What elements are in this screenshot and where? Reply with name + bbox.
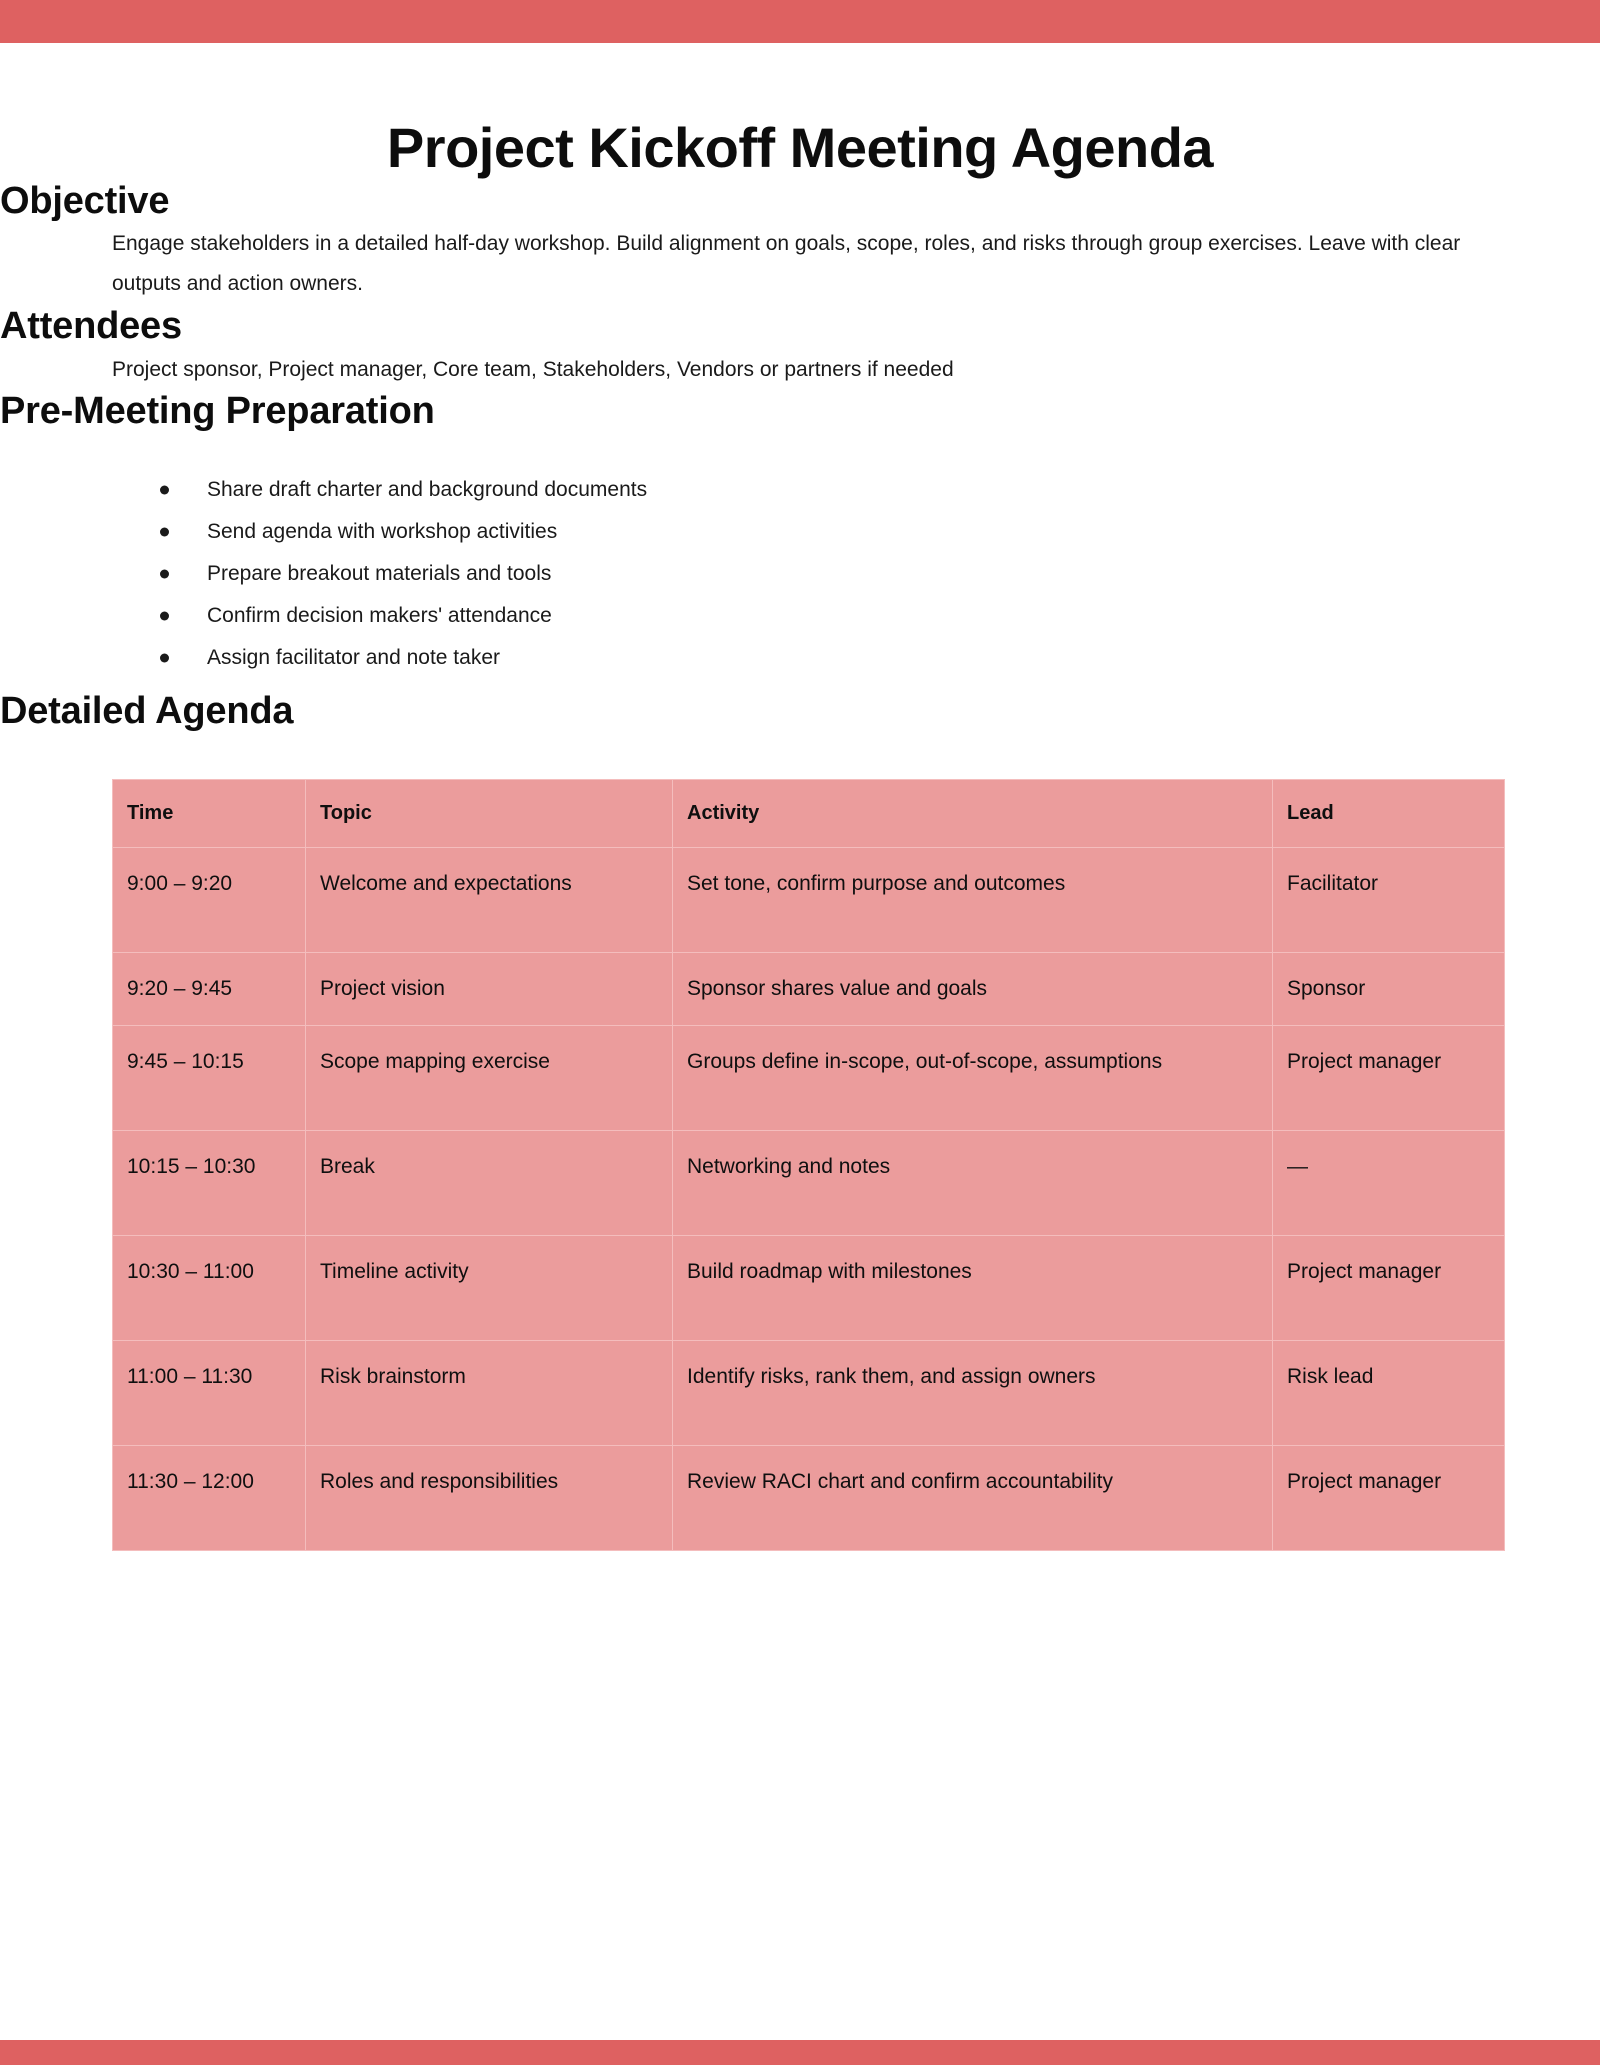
bullet-dot-icon: [160, 611, 169, 620]
list-item-label: Assign facilitator and note taker: [207, 646, 500, 670]
attendees-paragraph: Project sponsor, Project manager, Core team, Stakeholders, Vendors or partners if needed: [112, 357, 954, 381]
cell-lead: Sponsor: [1273, 952, 1505, 1025]
table-row: [113, 1130, 1505, 1235]
section-heading-pre-meeting-preparation: Pre-Meeting Preparation: [0, 390, 435, 433]
cell-activity: Set tone, confirm purpose and outcomes: [673, 847, 1273, 952]
cell-activity: Build roadmap with milestones: [673, 1235, 1273, 1340]
section-heading-detailed-agenda: Detailed Agenda: [0, 690, 294, 733]
list-item: [160, 563, 1600, 584]
table-row: [113, 1445, 1505, 1550]
list-item: [160, 605, 1600, 626]
cell-time: 11:00 – 11:30: [113, 1340, 306, 1445]
bullet-dot-icon: [160, 653, 169, 662]
cell-activity: Groups define in-scope, out-of-scope, assumptions: [673, 1025, 1273, 1130]
table-row: [113, 952, 1505, 1025]
list-item: [160, 479, 1600, 500]
agenda-table-body: [113, 847, 1505, 1550]
cell-time: 9:45 – 10:15: [113, 1025, 306, 1130]
cell-activity: Sponsor shares value and goals: [673, 952, 1273, 1025]
section-heading-attendees: Attendees: [0, 304, 182, 347]
cell-topic: Break: [306, 1130, 673, 1235]
preparation-checklist: [112, 479, 1600, 668]
cell-lead: Project manager: [1273, 1235, 1505, 1340]
page-title: Project Kickoff Meeting Agenda: [386, 116, 1214, 179]
bullet-dot-icon: [160, 485, 169, 494]
column-header-activity: Activity: [673, 779, 1273, 847]
bottom-accent-band: [0, 2040, 1600, 2065]
cell-time: 11:30 – 12:00: [113, 1445, 306, 1550]
document-page: [0, 43, 1600, 1551]
column-header-time: Time: [113, 779, 306, 847]
bullet-dot-icon: [160, 527, 169, 536]
cell-activity: Identify risks, rank them, and assign owners: [673, 1340, 1273, 1445]
objective-paragraph: Engage stakeholders in a detailed half-day workshop. Build alignment on goals, scope, roles, and risks through group exercises. Leave with clear outputs and action owners.: [112, 232, 1461, 296]
list-item-label: Send agenda with workshop activities: [207, 520, 558, 544]
cell-lead: Project manager: [1273, 1445, 1505, 1550]
cell-topic: Welcome and expectations: [306, 847, 673, 952]
cell-topic: Timeline activity: [306, 1235, 673, 1340]
column-header-lead: Lead: [1273, 779, 1505, 847]
cell-time: 10:15 – 10:30: [113, 1130, 306, 1235]
cell-lead: Project manager: [1273, 1025, 1505, 1130]
cell-topic: Scope mapping exercise: [306, 1025, 673, 1130]
list-item-label: Prepare breakout materials and tools: [207, 562, 552, 586]
table-row: [113, 1340, 1505, 1445]
cell-lead: Facilitator: [1273, 847, 1505, 952]
cell-topic: Project vision: [306, 952, 673, 1025]
column-header-topic: Topic: [306, 779, 673, 847]
cell-topic: Roles and responsibilities: [306, 1445, 673, 1550]
cell-time: 9:00 – 9:20: [113, 847, 306, 952]
agenda-table-header: [113, 779, 1505, 847]
cell-lead: Risk lead: [1273, 1340, 1505, 1445]
table-row: [113, 1235, 1505, 1340]
list-item-label: Share draft charter and background documents: [207, 478, 648, 502]
list-item: [160, 647, 1600, 668]
agenda-table-container: [112, 779, 1504, 1551]
table-row: [113, 1025, 1505, 1130]
table-header-row: [113, 779, 1505, 847]
cell-activity: Review RACI chart and confirm accountability: [673, 1445, 1273, 1550]
section-heading-objective: Objective: [0, 179, 170, 222]
agenda-table: [112, 779, 1505, 1551]
list-item: [160, 521, 1600, 542]
cell-topic: Risk brainstorm: [306, 1340, 673, 1445]
cell-lead: —: [1273, 1130, 1505, 1235]
bullet-dot-icon: [160, 569, 169, 578]
cell-time: 10:30 – 11:00: [113, 1235, 306, 1340]
table-row: [113, 847, 1505, 952]
top-accent-band: [0, 0, 1600, 43]
list-item-label: Confirm decision makers' attendance: [207, 604, 552, 628]
cell-activity: Networking and notes: [673, 1130, 1273, 1235]
cell-time: 9:20 – 9:45: [113, 952, 306, 1025]
